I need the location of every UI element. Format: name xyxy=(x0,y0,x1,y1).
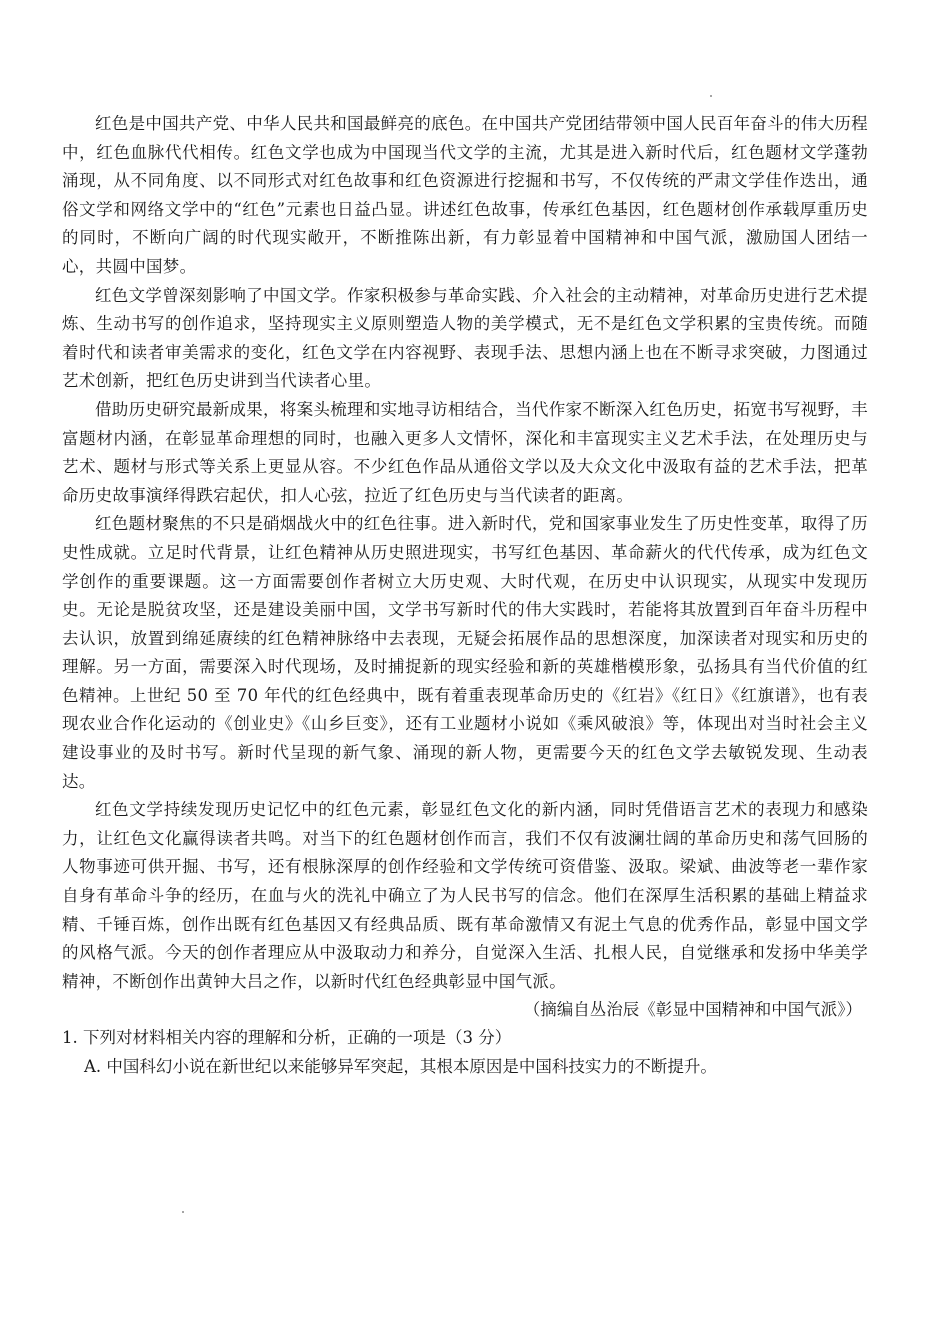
question-option-a[interactable]: A. 中国科幻小说在新世纪以来能够异军突起，其根本原因是中国科技实力的不断提升。 xyxy=(84,1057,717,1077)
passage-paragraph: 红色文学曾深刻影响了中国文学。作家积极参与革命实践、介入社会的主动精神，对革命历史进行艺术提炼、生动书写的创作追求，坚持现实主义原则塑造人物的美学模式，无不是红色文学积累的宝贵传统。而随着时代和读者审美需求的变化，红色文学在内容视野、表现手法、思想内涵上也在不断寻求突破，力图通过艺术创新，把红色历史讲到当代读者心里。 xyxy=(62,285,868,391)
passage-paragraph: 红色是中国共产党、中华人民共和国最鲜亮的底色。在中国共产党团结带领中国人民百年奋斗的伟大历程中，红色血脉代代相传。红色文学也成为中国现当代文学的主流，尤其是进入新时代后，红色题材文学蓬勃涌现，从不同角度、以不同形式对红色故事和红色资源进行挖掘和书写，不仅传统的严肃文学佳作迭出，通俗文学和网络文学中的“红色”元素也日益凸显。讲述红色故事，传承红色基因，红色题材创作承载厚重历史的同时，不断向广阔的时代现实敞开，不断推陈出新，有力彰显着中国精神和中国气派，激励国人团结一心，共圆中国梦。 xyxy=(62,114,868,276)
passage-paragraph: 借助历史研究最新成果，将案头梳理和实地寻访相结合，当代作家不断深入红色历史，拓宽书写视野，丰富题材内涵，在彰显革命理想的同时，也融入更多人文情怀，深化和丰富现实主义艺术手法，在处理历史与艺术、题材与形式等关系上更显从容。不少红色作品从通俗文学以及大众文化中汲取有益的艺术手法，把革命历史故事演绎得跌宕起伏，扣人心弦，拉近了红色历史与当代读者的距离。 xyxy=(62,399,868,505)
scan-speck xyxy=(182,1211,184,1213)
passage-paragraph: 红色文学持续发现历史记忆中的红色元素，彰显红色文化的新内涵，同时凭借语言艺术的表现力和感染力，让红色文化赢得读者共鸣。对当下的红色题材创作而言，我们不仅有波澜壮阔的革命历史和荡气回肠的人物事迹可供开掘、书写，还有根脉深厚的创作经验和文学传统可资借鉴、汲取。梁斌、曲波等老一辈作家自身有革命斗争的经历，在血与火的洗礼中确立了为人民书写的信念。他们在深厚生活积累的基础上精益求精、千锤百炼，创作出既有红色基因又有经典品质、既有革命激情又有泥土气息的优秀作品，彰显中国文学的风格气派。今天的创作者理应从中汲取动力和养分，自觉深入生活、扎根人民，自觉继承和发扬中华美学精神，不断创作出黄钟大吕之作，以新时代红色经典彰显中国气派。 xyxy=(62,800,868,991)
passage-paragraph: 红色题材聚焦的不只是硝烟战火中的红色往事。进入新时代，党和国家事业发生了历史性变革，取得了历史性成就。立足时代背景，让红色精神从历史照进现实，书写红色基因、革命薪火的代代传承，成为红色文学创作的重要课题。这一方面需要创作者树立大历史观、大时代观，在历史中认识现实，从现实中发现历史。无论是脱贫攻坚，还是建设美丽中国，文学书写新时代的伟大实践时，若能将其放置到百年奋斗历程中去认识，放置到绵延赓续的红色精神脉络中去表现，无疑会拓展作品的思想深度，加深读者对现实和历史的理解。另一方面，需要深入时代现场，及时捕捉新的现实经验和新的英雄楷模形象，弘扬具有当代价值的红色精神。上世纪 50 至 70 年代的红色经典中，既有着重表现革命历史的《红岩》《红日》《红旗谱》，也有表现农业合作化运动的《创业史》《山乡巨变》，还有工业题材小说如《乘风破浪》等，体现出对当时社会主义建设事业的及时书写。新时代呈现的新气象、涌现的新人物，更需要今天的红色文学去敏锐发现、生动表达。 xyxy=(62,514,868,791)
scan-speck xyxy=(710,95,712,97)
exam-page xyxy=(62,110,868,1082)
passage-source: （摘编自丛治辰《彰显中国精神和中国气派》） xyxy=(523,1000,862,1020)
question-stem: 1. 下列对材料相关内容的理解和分析，正确的一项是（3 分） xyxy=(62,1028,512,1048)
reading-passage xyxy=(62,110,868,1024)
question-block xyxy=(62,1024,868,1082)
